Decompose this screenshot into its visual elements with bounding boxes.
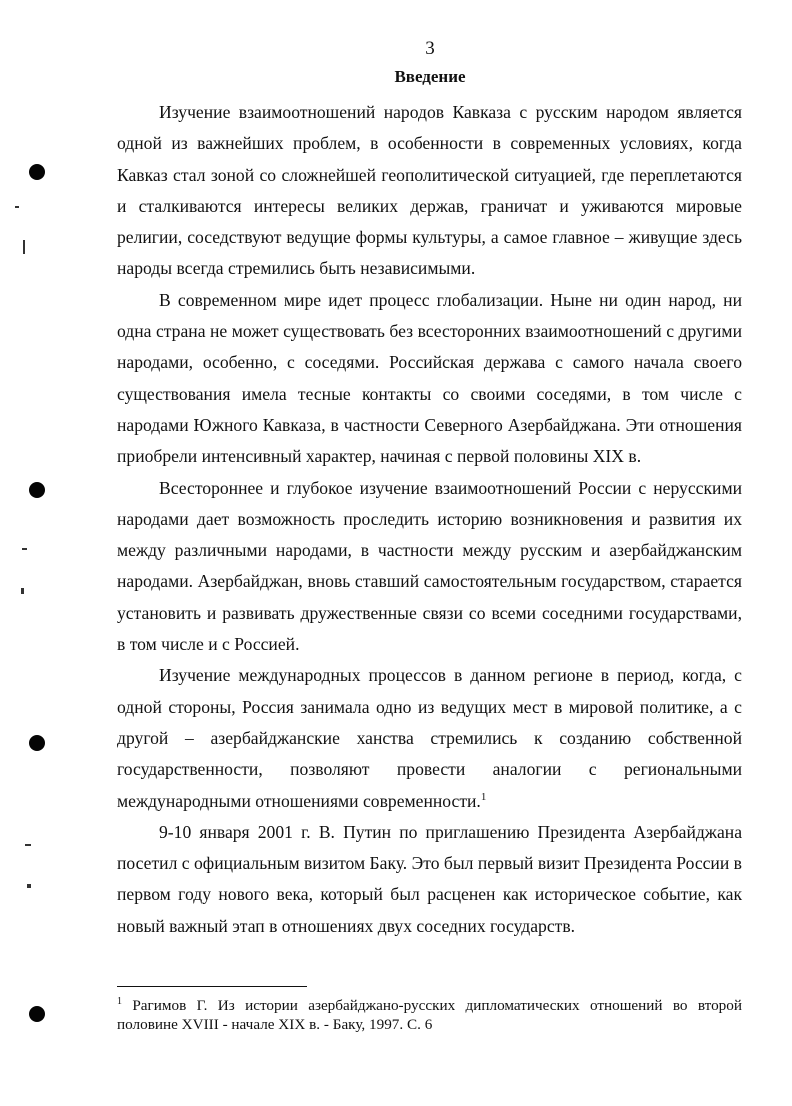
punch-hole-2 — [29, 482, 45, 498]
punch-hole-4 — [29, 1006, 45, 1022]
footnote-divider — [117, 986, 307, 987]
scan-speck — [25, 844, 31, 846]
paragraph-3: Всестороннее и глубокое изучение взаимоотношений России с нерусскими народами дает возможность проследить историю возникновения и развития их между различными народами, в частности между русским и азербайджанским народами. Азербайджан, вновь ставший самостоятельным государством, старается установить и развивать дружественные связи со всеми соседними государствами, в том числе и с Россией. — [117, 477, 742, 655]
document-body — [117, 97, 742, 942]
scan-speck — [21, 588, 24, 594]
footnote — [117, 996, 742, 1034]
footnote-marker: 1 — [117, 995, 122, 1007]
page-title: Введение — [394, 67, 466, 86]
scan-speck — [22, 548, 27, 550]
footnote-text: Рагимов Г. Из истории азербайджано-русских дипломатических отношений во второй половине XVIII - начале XIX в. - Баку, 1997. С. 6 — [117, 997, 742, 1033]
page-number: 3 — [425, 38, 435, 59]
paragraph-2: В современном мире идет процесс глобализации. Ныне ни один народ, ни одна страна не может существовать без всесторонних взаимоотношений с другими народами, особенно, с соседями. Российская держава с самого начала своего существования имела тесные контакты со своими соседями, в том числе с народами Южного Кавказа, в частности Северного Азербайджана. Эти отношения приобрели интенсивный характер, начиная с первой половины XIX в. — [117, 289, 742, 467]
paragraph-4 — [117, 660, 742, 816]
footnote-reference[interactable]: 1 — [480, 790, 487, 803]
scan-speck — [15, 206, 19, 208]
scan-speck — [27, 884, 31, 888]
paragraph-5: 9-10 января 2001 г. В. Путин по приглашению Президента Азербайджана посетил с официальным визитом Баку. Это был первый визит Президента России в первом году нового века, который был расценен как историческое событие, как новый важный этап в отношениях двух соседних государств. — [117, 821, 742, 936]
paragraph-1: Изучение взаимоотношений народов Кавказа с русским народом является одной из важнейших проблем, в особенности в современных условиях, когда Кавказ стал зоной со сложнейшей геополитической ситуацией, где переплетаются и сталкиваются интересы великих держав, граничат и уживаются мировые религии, соседствуют ведущие формы культуры, а самое главное – живущие здесь народы всегда стремились быть независимыми. — [117, 102, 742, 279]
paragraph-4-text: Изучение международных процессов в данном регионе в период, когда, с одной стороны, Россия занимала одно из ведущих мест в мировой политике, а с другой – азербайджанские ханства стремились к созданию собственной государственности, позволяют провести аналогии с региональными международными отношениями современности. — [117, 665, 742, 811]
scan-speck — [23, 240, 25, 254]
punch-hole-1 — [29, 164, 45, 180]
punch-hole-3 — [29, 735, 45, 751]
